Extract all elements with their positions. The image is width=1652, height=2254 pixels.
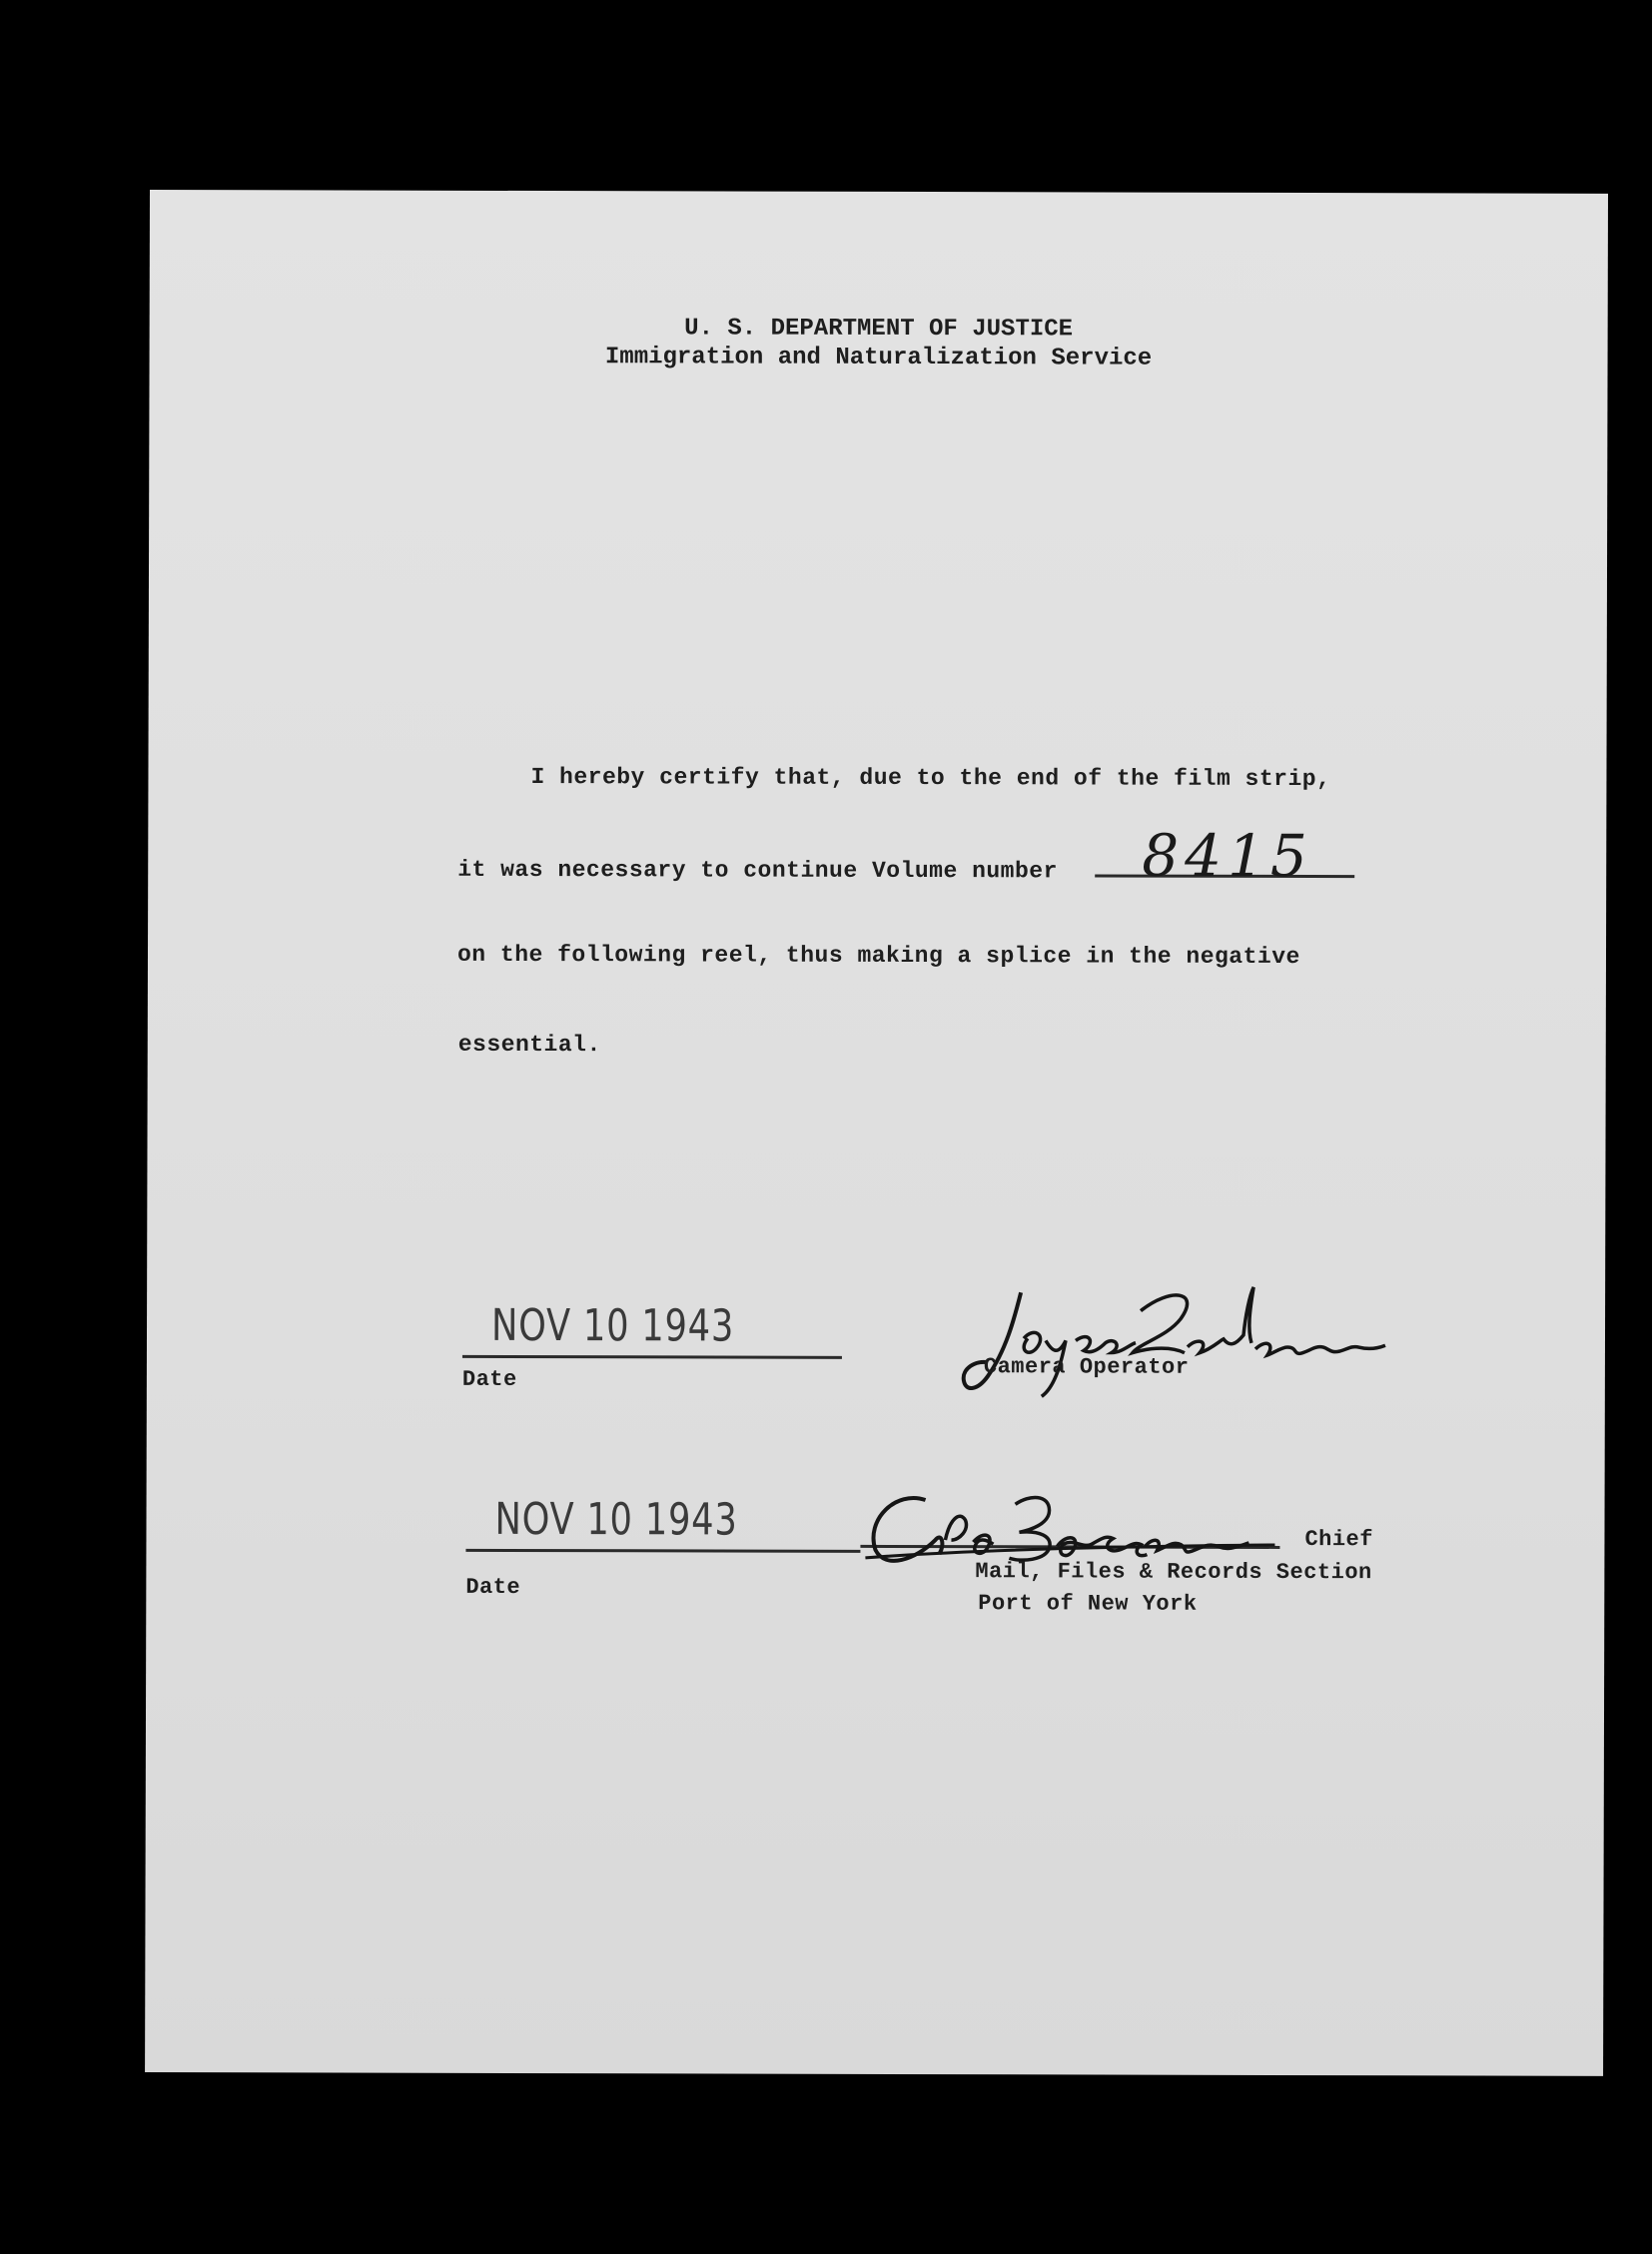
camera-operator-title: Camera Operator bbox=[983, 1354, 1190, 1380]
camera-operator-signature bbox=[926, 1280, 1395, 1411]
certificate-line-4: essential. bbox=[457, 1031, 601, 1059]
certificate-line-2: it was necessary to continue Volume number bbox=[457, 856, 1058, 885]
date-underline-2 bbox=[465, 1549, 860, 1553]
date-label-1: Date bbox=[461, 1366, 517, 1392]
certificate-line-1: I hereby certify that, due to the end of the film strip, bbox=[530, 764, 1331, 793]
chief-title: Chief bbox=[1304, 1527, 1374, 1553]
port-title: Port of New York bbox=[978, 1591, 1198, 1617]
service-heading: Immigration and Naturalization Service bbox=[604, 344, 1153, 373]
date-label-2: Date bbox=[465, 1574, 521, 1600]
certificate-line-3: on the following reel, thus making a splice in the negative bbox=[456, 941, 1300, 971]
date-stamp-1: NOV 10 1943 bbox=[490, 1299, 735, 1352]
section-title: Mail, Files & Records Section bbox=[975, 1559, 1372, 1586]
department-heading: U. S. DEPARTMENT OF JUSTICE bbox=[684, 315, 1074, 344]
date-underline-1 bbox=[462, 1355, 842, 1359]
volume-number-handwritten: 8415 bbox=[1142, 821, 1313, 891]
date-stamp-2: NOV 10 1943 bbox=[494, 1493, 738, 1546]
document-page bbox=[145, 190, 1608, 2076]
